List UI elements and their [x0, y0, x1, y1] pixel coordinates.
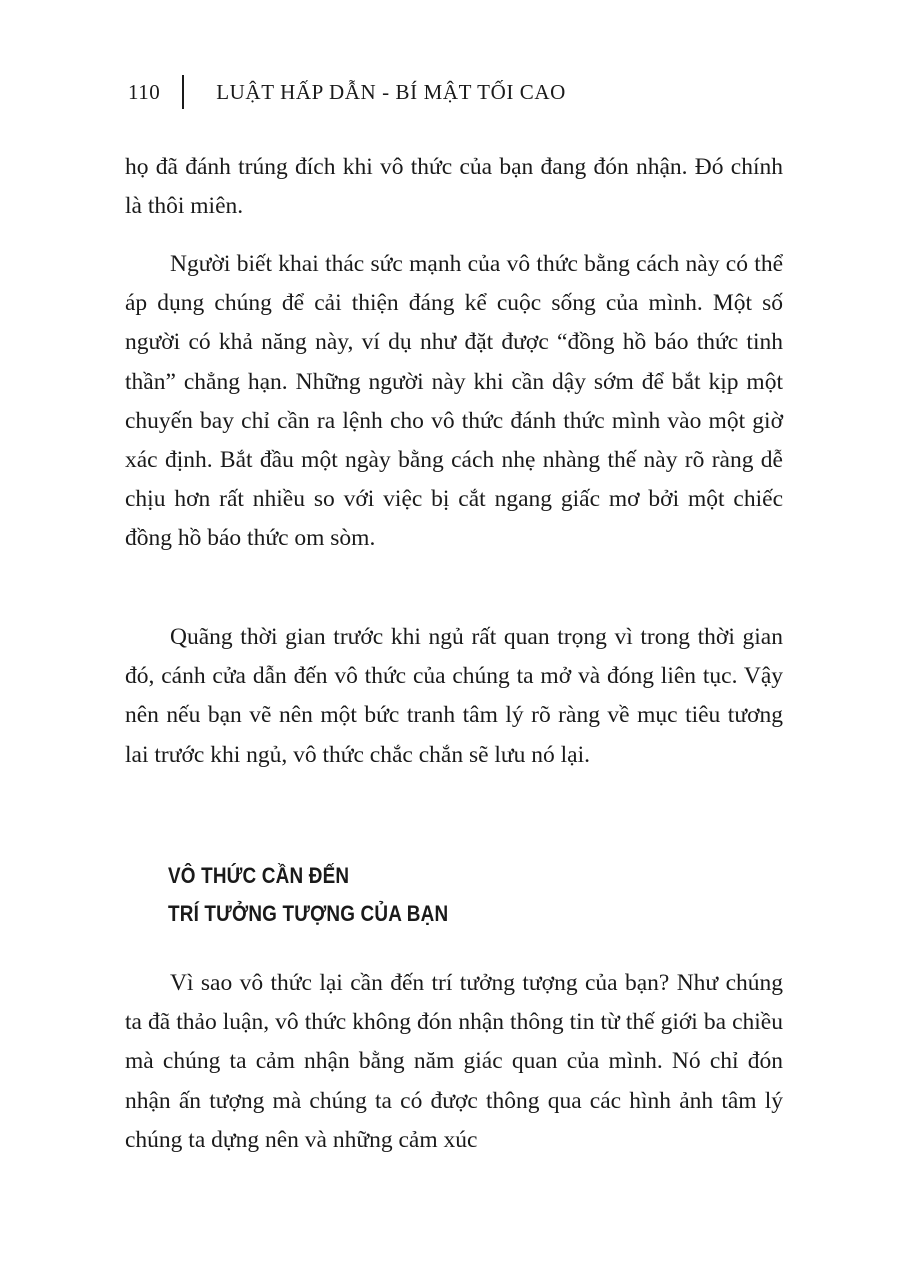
- header-divider: [182, 75, 184, 109]
- paragraph-imagination: Vì sao vô thức lại cần đến trí tưởng tượng của bạn? Như chúng ta đã thảo luận, vô thức không đón nhận thông tin từ thế giới ba chiều mà chúng ta cảm nhận bằng năm giác quan của mình. Nó chỉ đón nhận ấn tượng mà chúng ta có được thông qua các hình ảnh tâm lý chúng ta dựng nên và những cảm xúc: [125, 970, 783, 1153]
- paragraph-continuation: họ đã đánh trúng đích khi vô thức của bạn đang đón nhận. Đó chính là thôi miên.: [125, 154, 783, 220]
- paragraph-before-sleep: Quãng thời gian trước khi ngủ rất quan trọng vì trong thời gian đó, cánh cửa dẫn đến vô thức của chúng ta mở và đóng liên tục. Vậy nên nếu bạn vẽ nên một bức tranh tâm lý rõ ràng về mục tiêu tương lai trước khi ngủ, vô thức chắc chắn sẽ lưu nó lại.: [125, 624, 783, 768]
- section-heading-line-1: VÔ THỨC CẦN ĐẾN: [168, 863, 350, 888]
- running-title: LUẬT HẤP DẪN - BÍ MẬT TỐI CAO: [216, 79, 566, 104]
- page-number: 110: [128, 79, 161, 104]
- section-heading: [168, 857, 684, 933]
- paragraph-mental-alarm: Người biết khai thác sức mạnh của vô thức bằng cách này có thể áp dụng chúng để cải thiện đáng kể cuộc sống của mình. Một số người có khả năng này, ví dụ như đặt được “đồng hồ báo thức tinh thần” chẳng hạn. Những người này khi cần dậy sớm để bắt kịp một chuyến bay chỉ cần ra lệnh cho vô thức đánh thức mình vào một giờ xác định. Bắt đầu một ngày bằng cách nhẹ nhàng thế này rõ ràng dễ chịu hơn rất nhiều so với việc bị cắt ngang giấc mơ bởi một chiếc đồng hồ báo thức om sòm.: [125, 251, 783, 552]
- page-header: [128, 74, 566, 110]
- section-heading-line-2: TRÍ TƯỞNG TƯỢNG CỦA BẠN: [168, 901, 449, 926]
